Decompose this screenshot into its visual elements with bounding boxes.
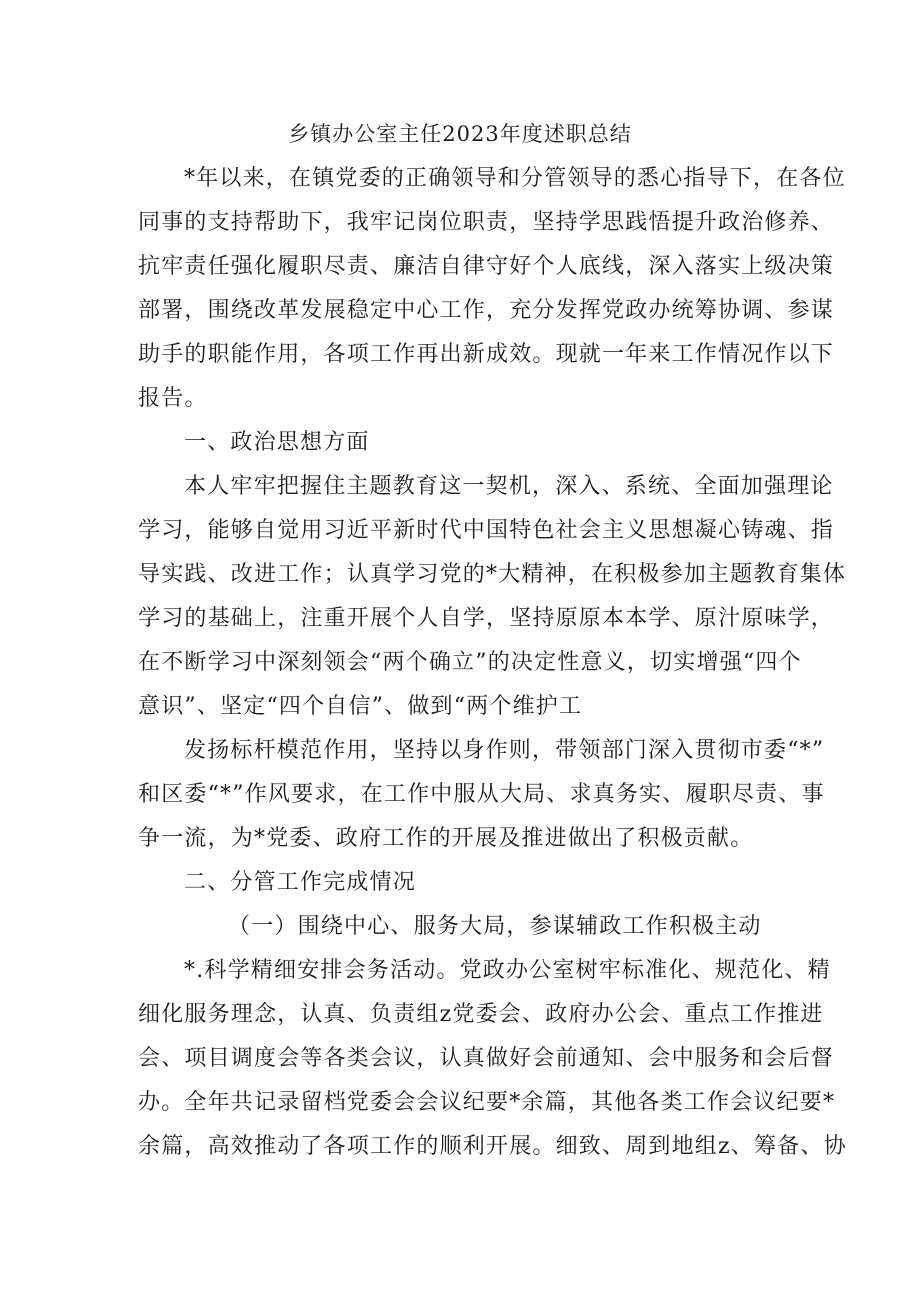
subsection-heading: （一）围绕中心、服务大局，参谋辅政工作积极主动 bbox=[228, 914, 762, 939]
paragraph-line: 余篇，高效推动了各项工作的顺利开展。细致、周到地组z、筹备、协 bbox=[138, 1134, 847, 1159]
paragraph-line: *年以来，在镇党委的正确领导和分管领导的悉心指导下，在各位 bbox=[184, 166, 846, 191]
paragraph-line: 学习，能够自觉用习近平新时代中国特色社会主义思想凝心铸魂、指 bbox=[138, 518, 835, 543]
paragraph-line: 报告。 bbox=[138, 386, 208, 411]
paragraph-line: 细化服务理念，认真、负责组z党委会、政府办公会、重点工作推进 bbox=[138, 1002, 824, 1027]
document-title: 乡镇办公室主任2023年度述职总结 bbox=[288, 122, 632, 146]
section-heading: 二、分管工作完成情况 bbox=[184, 870, 417, 895]
paragraph-line: 同事的支持帮助下，我牢记岗位职责，坚持学思践悟提升政治修养、 bbox=[138, 210, 835, 235]
paragraph-line: 会、项目调度会等各类会议，认真做好会前通知、会中服务和会后督 bbox=[138, 1046, 835, 1071]
paragraph-line: 和区委“*”作风要求，在工作中服从大局、求真务实、履职尽责、事 bbox=[138, 782, 825, 807]
paragraph-line: 部署，围绕改革发展稳定中心工作，充分发挥党政办统筹协调、参谋 bbox=[138, 298, 835, 323]
paragraph-line: 学习的基础上，注重开展个人自学，坚持原原本本学、原汁原味学， bbox=[138, 606, 835, 631]
paragraph-line: 导实践、改进工作；认真学习党的*大精神，在积极参加主题教育集体 bbox=[138, 562, 847, 587]
paragraph-line: 助手的职能作用，各项工作再出新成效。现就一年来工作情况作以下 bbox=[138, 342, 835, 367]
section-heading: 一、政治思想方面 bbox=[184, 430, 370, 455]
paragraph-line: 发扬标杆模范作用，坚持以身作则，带领部门深入贯彻市委“*” bbox=[184, 738, 825, 763]
paragraph-line: 在不断学习中深刻领会“两个确立”的决定性意义，切实增强“四个 bbox=[138, 650, 802, 675]
paragraph-line: *.科学精细安排会务活动。党政办公室树牢标准化、规范化、精 bbox=[184, 958, 831, 983]
paragraph-line: 抗牢责任强化履职尽责、廉洁自律守好个人底线，深入落实上级决策 bbox=[138, 254, 835, 279]
paragraph-line: 本人牢牢把握住主题教育这一契机，深入、系统、全面加强理论 bbox=[184, 474, 834, 499]
paragraph-line: 争一流，为*党委、政府工作的开展及推进做出了积极贡献。 bbox=[138, 826, 754, 851]
paragraph-line: 办。全年共记录留档党委会会议纪要*余篇，其他各类工作会议纪要* bbox=[138, 1090, 836, 1115]
paragraph-line: 意识”、坚定“四个自信”、做到“两个维护工 bbox=[138, 694, 583, 719]
